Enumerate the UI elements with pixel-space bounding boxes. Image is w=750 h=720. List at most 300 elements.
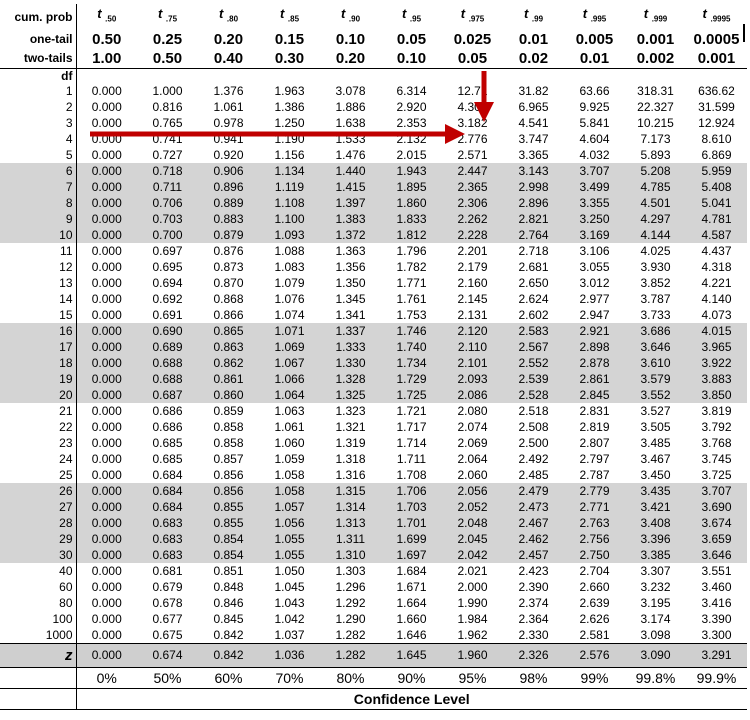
- critical-value-cell: 2.528: [503, 387, 564, 403]
- critical-value-cell: 1.356: [335, 259, 366, 274]
- critical-value-cell: 2.763: [564, 515, 625, 531]
- critical-value-cell: 0.855: [198, 515, 259, 531]
- df-value: 30: [0, 547, 76, 563]
- one-tail-value: 0.10: [335, 30, 366, 48]
- critical-value-cell: 0.000: [91, 307, 122, 322]
- critical-value-cell: 0.883: [198, 211, 259, 227]
- critical-value-cell: 6.314: [396, 83, 427, 98]
- critical-value-cell: 1.711: [396, 451, 427, 466]
- critical-value-cell: 2.920: [396, 99, 427, 114]
- critical-value-cell: 2.797: [579, 451, 610, 466]
- z-value-cell: 0.842: [198, 643, 259, 667]
- critical-value-cell: 0.000: [91, 579, 122, 594]
- critical-value-cell: 1.895: [381, 179, 442, 195]
- table-row: [0, 515, 747, 531]
- critical-value-cell: 3.686: [625, 323, 686, 339]
- critical-value-cell: 1.061: [274, 419, 305, 434]
- critical-value-cell: 0.683: [137, 531, 198, 547]
- critical-value-cell: 0.870: [213, 275, 244, 290]
- critical-value-cell: 0.859: [213, 403, 244, 418]
- critical-value-cell: 3.552: [625, 387, 686, 403]
- critical-value-cell: 3.690: [686, 499, 747, 515]
- critical-value-cell: 1.684: [396, 563, 427, 578]
- critical-value-cell: 1.812: [381, 227, 442, 243]
- t-symbol: t: [643, 6, 649, 21]
- critical-value-cell: 0.741: [152, 131, 183, 146]
- critical-value-cell: 1.646: [396, 627, 427, 642]
- critical-value-cell: 0.678: [152, 595, 183, 610]
- t-symbol: t: [702, 6, 707, 21]
- critical-value-cell: 0.868: [213, 291, 244, 306]
- t-subscript: .80: [226, 14, 239, 24]
- z-value-cell: 1.036: [259, 643, 320, 667]
- critical-value-cell: 0.765: [152, 115, 183, 130]
- df-value: 3: [0, 115, 76, 131]
- critical-value-cell: 1.066: [259, 371, 320, 387]
- critical-value-cell: 1.119: [259, 179, 320, 195]
- critical-value-cell: 2.626: [579, 611, 610, 626]
- critical-value-cell: 6.869: [701, 147, 732, 162]
- table-row: [0, 259, 747, 275]
- critical-value-cell: 5.959: [686, 163, 747, 179]
- t-subscript: .75: [165, 14, 178, 24]
- critical-value-cell: 0.718: [137, 163, 198, 179]
- critical-value-cell: 3.106: [579, 243, 610, 258]
- critical-value-cell: 0.711: [137, 179, 198, 195]
- critical-value-cell: 0.000: [91, 275, 122, 290]
- critical-value-cell: 5.408: [686, 179, 747, 195]
- critical-value-cell: 4.032: [579, 147, 610, 162]
- df-value: 21: [0, 403, 76, 419]
- critical-value-cell: 0.683: [137, 547, 198, 563]
- critical-value-cell: 4.144: [625, 227, 686, 243]
- critical-value-cell: 1.963: [274, 83, 305, 98]
- z-value-cell: 2.576: [564, 643, 625, 667]
- critical-value-cell: 1.156: [274, 147, 305, 162]
- critical-value-cell: 1.533: [335, 131, 366, 146]
- critical-value-cell: 1.337: [320, 323, 381, 339]
- critical-value-cell: 1.714: [396, 435, 427, 450]
- confidence-level-value: 95%: [442, 667, 503, 688]
- critical-value-cell: 0.000: [91, 419, 122, 434]
- two-tails-value: 0.01: [564, 49, 625, 69]
- critical-value-cell: 1.319: [335, 435, 366, 450]
- df-value: 1000: [0, 627, 76, 644]
- critical-value-cell: 0.686: [152, 419, 183, 434]
- critical-value-cell: 0.000: [91, 563, 122, 578]
- critical-value-cell: 2.977: [579, 291, 610, 306]
- critical-value-cell: 3.450: [640, 467, 671, 482]
- column-header-t: [137, 4, 198, 30]
- critical-value-cell: 2.262: [442, 211, 503, 227]
- critical-value-cell: 3.421: [625, 499, 686, 515]
- critical-value-cell: 1.771: [396, 275, 427, 290]
- critical-value-cell: 1.310: [320, 547, 381, 563]
- df-value: 60: [0, 579, 76, 595]
- table-row: [0, 99, 747, 115]
- critical-value-cell: 0.906: [198, 163, 259, 179]
- critical-value-cell: 1.325: [320, 387, 381, 403]
- critical-value-cell: 3.733: [640, 307, 671, 322]
- table-row: [0, 483, 747, 499]
- t-symbol: t: [97, 6, 102, 21]
- critical-value-cell: 1.057: [259, 499, 320, 515]
- critical-value-cell: 0.000: [91, 595, 122, 610]
- critical-value-cell: 1.318: [335, 451, 366, 466]
- critical-value-cell: 0.700: [137, 227, 198, 243]
- critical-value-cell: 2.462: [503, 531, 564, 547]
- critical-value-cell: 3.055: [579, 259, 610, 274]
- critical-value-cell: 0.675: [152, 627, 183, 642]
- column-header-t: [259, 4, 320, 30]
- confidence-title-row: [0, 688, 747, 709]
- critical-value-cell: 0.000: [91, 611, 122, 626]
- critical-value-cell: 2.539: [503, 371, 564, 387]
- critical-value-cell: 12.71: [457, 83, 488, 98]
- table-row: [0, 275, 747, 291]
- critical-value-cell: 3.300: [701, 627, 732, 642]
- critical-value-cell: 0.842: [213, 627, 244, 642]
- critical-value-cell: 3.232: [640, 579, 671, 594]
- two-tails-value: 0.10: [381, 49, 442, 69]
- critical-value-cell: 1.093: [259, 227, 320, 243]
- df-value: 24: [0, 451, 76, 467]
- critical-value-cell: 1.108: [259, 195, 320, 211]
- t-symbol: t: [460, 6, 466, 21]
- critical-value-cell: 0.000: [76, 211, 137, 227]
- two-tails-value: 0.05: [442, 49, 503, 69]
- column-header-t: [503, 4, 564, 30]
- critical-value-cell: 2.602: [518, 307, 549, 322]
- table-row: [0, 371, 747, 387]
- critical-value-cell: 1.055: [259, 547, 320, 563]
- table-row: [0, 579, 747, 595]
- critical-value-cell: 4.303: [457, 99, 488, 114]
- critical-value-cell: 0.000: [76, 499, 137, 515]
- critical-value-cell: 8.610: [701, 131, 732, 146]
- critical-value-cell: 2.624: [518, 291, 549, 306]
- two-tails-value: 1.00: [76, 49, 137, 69]
- table-row: [0, 147, 747, 163]
- critical-value-cell: 4.025: [640, 243, 671, 258]
- critical-value-cell: 1.782: [396, 259, 427, 274]
- critical-value-cell: 2.518: [518, 403, 549, 418]
- df-label: df: [0, 68, 76, 83]
- critical-value-cell: 9.925: [579, 99, 610, 114]
- critical-value-cell: 2.228: [442, 227, 503, 243]
- critical-value-cell: 3.646: [686, 547, 747, 563]
- critical-value-cell: 0.854: [198, 547, 259, 563]
- critical-value-cell: 4.297: [625, 211, 686, 227]
- critical-value-cell: 1.296: [335, 579, 366, 594]
- critical-value-cell: 2.131: [457, 307, 488, 322]
- critical-value-cell: 0.727: [152, 147, 183, 162]
- critical-value-cell: 2.660: [579, 579, 610, 594]
- df-value: 40: [0, 563, 76, 579]
- z-value-cell: 0.000: [76, 643, 137, 667]
- confidence-level-value: 80%: [320, 667, 381, 688]
- critical-value-cell: 2.845: [564, 387, 625, 403]
- critical-value-cell: 12.924: [698, 115, 735, 130]
- critical-value-cell: 1.323: [335, 403, 366, 418]
- critical-value-cell: 2.467: [503, 515, 564, 531]
- critical-value-cell: 1.725: [381, 387, 442, 403]
- critical-value-cell: 0.706: [137, 195, 198, 211]
- two-tails-row: [0, 49, 747, 69]
- critical-value-cell: 2.179: [457, 259, 488, 274]
- table-row: [0, 131, 747, 147]
- confidence-level-value: 50%: [137, 667, 198, 688]
- two-tails-value: 0.02: [503, 49, 564, 69]
- critical-value-cell: 0.695: [152, 259, 183, 274]
- table-row: [0, 195, 747, 211]
- critical-value-cell: 1.328: [320, 371, 381, 387]
- table-row: [0, 595, 747, 611]
- critical-value-cell: 2.898: [564, 339, 625, 355]
- critical-value-cell: 3.250: [564, 211, 625, 227]
- critical-value-cell: 2.567: [503, 339, 564, 355]
- critical-value-cell: 2.704: [579, 563, 610, 578]
- critical-value-cell: 2.093: [442, 371, 503, 387]
- critical-value-cell: 3.143: [503, 163, 564, 179]
- df-value: 23: [0, 435, 76, 451]
- critical-value-cell: 2.583: [503, 323, 564, 339]
- critical-value-cell: 0.681: [152, 563, 183, 578]
- critical-value-cell: 2.110: [442, 339, 503, 355]
- critical-value-cell: 318.31: [637, 83, 674, 98]
- critical-value-cell: 0.687: [137, 387, 198, 403]
- critical-value-cell: 3.819: [701, 403, 732, 418]
- critical-value-cell: 2.861: [564, 371, 625, 387]
- one-tail-value: 0.025: [453, 30, 492, 48]
- critical-value-cell: 0.941: [213, 131, 244, 146]
- critical-value-cell: 4.501: [625, 195, 686, 211]
- critical-value-cell: 2.048: [442, 515, 503, 531]
- critical-value-cell: 0.863: [198, 339, 259, 355]
- critical-value-cell: 1.042: [274, 611, 305, 626]
- critical-value-cell: 1.063: [274, 403, 305, 418]
- critical-value-cell: 2.896: [503, 195, 564, 211]
- table-row: [0, 83, 747, 99]
- cum-prob-row: [0, 4, 747, 30]
- critical-value-cell: 0.703: [137, 211, 198, 227]
- critical-value-cell: 2.145: [457, 291, 488, 306]
- critical-value-cell: 2.000: [457, 579, 488, 594]
- critical-value-cell: 0.860: [198, 387, 259, 403]
- z-value-cell: 1.282: [320, 643, 381, 667]
- one-tail-value: 0.50: [92, 30, 122, 48]
- df-value: 28: [0, 515, 76, 531]
- table-row: [0, 115, 747, 131]
- df-value: 11: [0, 243, 76, 259]
- critical-value-cell: 0.858: [213, 435, 244, 450]
- critical-value-cell: 1.037: [274, 627, 305, 642]
- critical-value-cell: 1.386: [274, 99, 305, 114]
- critical-value-cell: 0.000: [76, 227, 137, 243]
- table-row: [0, 227, 747, 243]
- critical-value-cell: 3.078: [335, 83, 366, 98]
- critical-value-cell: 3.195: [640, 595, 671, 610]
- critical-value-cell: 1.706: [381, 483, 442, 499]
- critical-value-cell: 2.552: [503, 355, 564, 371]
- critical-value-cell: 2.500: [518, 435, 549, 450]
- critical-value-cell: 2.457: [503, 547, 564, 563]
- critical-value-cell: 2.052: [442, 499, 503, 515]
- critical-value-cell: 0.865: [198, 323, 259, 339]
- critical-value-cell: 2.492: [518, 451, 549, 466]
- critical-value-cell: 2.831: [579, 403, 610, 418]
- confidence-level-value: 70%: [259, 667, 320, 688]
- df-value: 16: [0, 323, 76, 339]
- critical-value-cell: 3.408: [625, 515, 686, 531]
- t-subscript: .99: [531, 14, 544, 24]
- critical-value-cell: 1.100: [259, 211, 320, 227]
- critical-value-cell: 5.893: [640, 147, 671, 162]
- critical-value-cell: 3.169: [564, 227, 625, 243]
- critical-value-cell: 1.330: [320, 355, 381, 371]
- critical-value-cell: 0.862: [198, 355, 259, 371]
- critical-value-cell: 1.069: [259, 339, 320, 355]
- critical-value-cell: 3.505: [640, 419, 671, 434]
- critical-value-cell: 0.000: [91, 467, 122, 482]
- df-value: 5: [0, 147, 76, 163]
- critical-value-cell: 3.460: [701, 579, 732, 594]
- critical-value-cell: 4.781: [686, 211, 747, 227]
- df-value: 100: [0, 611, 76, 627]
- one-tail-value: 0.0005: [693, 30, 740, 48]
- critical-value-cell: 1.074: [274, 307, 305, 322]
- df-value: 1: [0, 83, 76, 99]
- critical-value-cell: 0.856: [198, 483, 259, 499]
- critical-value-cell: 2.120: [442, 323, 503, 339]
- critical-value-cell: 2.374: [518, 595, 549, 610]
- t-subscript: .975: [468, 14, 485, 24]
- critical-value-cell: 2.479: [503, 483, 564, 499]
- critical-value-cell: 2.201: [457, 243, 488, 258]
- critical-value-cell: 0.692: [152, 291, 183, 306]
- critical-value-cell: 3.182: [457, 115, 488, 130]
- critical-value-cell: 4.587: [686, 227, 747, 243]
- one-tail-value: 0.25: [152, 30, 183, 48]
- df-value: 12: [0, 259, 76, 275]
- critical-value-cell: 636.62: [698, 83, 735, 98]
- critical-value-cell: 3.792: [701, 419, 732, 434]
- critical-value-cell: 1.000: [152, 83, 183, 98]
- critical-value-cell: 1.060: [274, 435, 305, 450]
- df-value: 14: [0, 291, 76, 307]
- critical-value-cell: 0.855: [198, 499, 259, 515]
- critical-value-cell: 3.098: [640, 627, 671, 642]
- critical-value-cell: 2.776: [457, 131, 488, 146]
- critical-value-cell: 0.000: [91, 83, 122, 98]
- t-symbol: t: [340, 6, 346, 21]
- critical-value-cell: 0.858: [213, 419, 244, 434]
- table-row: [0, 451, 747, 467]
- critical-value-cell: 4.437: [701, 243, 732, 258]
- critical-value-cell: 3.852: [640, 275, 671, 290]
- confidence-level-value: 60%: [198, 667, 259, 688]
- critical-value-cell: 1.061: [213, 99, 244, 114]
- critical-value-cell: 0.683: [137, 515, 198, 531]
- critical-value-cell: 1.316: [335, 467, 366, 482]
- critical-value-cell: 2.306: [442, 195, 503, 211]
- two-tails-value: 0.40: [198, 49, 259, 69]
- critical-value-cell: 3.768: [701, 435, 732, 450]
- df-value: 15: [0, 307, 76, 323]
- critical-value-cell: 5.041: [686, 195, 747, 211]
- critical-value-cell: 1.190: [274, 131, 305, 146]
- table-row: [0, 307, 747, 323]
- critical-value-cell: 2.756: [564, 531, 625, 547]
- critical-value-cell: 0.846: [213, 595, 244, 610]
- confidence-level-value: 99%: [564, 667, 625, 688]
- critical-value-cell: 0.000: [91, 435, 122, 450]
- critical-value-cell: 0.685: [152, 435, 183, 450]
- t-subscript: .9995: [710, 14, 731, 24]
- critical-value-cell: 1.333: [320, 339, 381, 355]
- critical-value-cell: 0.000: [91, 451, 122, 466]
- critical-value-cell: 2.998: [503, 179, 564, 195]
- critical-value-cell: 0.866: [213, 307, 244, 322]
- critical-value-cell: 4.140: [701, 291, 732, 306]
- critical-value-cell: 1.067: [259, 355, 320, 371]
- df-value: 18: [0, 355, 76, 371]
- critical-value-cell: 2.042: [442, 547, 503, 563]
- df-value: 25: [0, 467, 76, 483]
- df-header-row: [0, 68, 747, 83]
- critical-value-cell: 1.664: [396, 595, 427, 610]
- critical-value-cell: 2.060: [457, 467, 488, 482]
- critical-value-cell: 2.650: [518, 275, 549, 290]
- critical-value-cell: 7.173: [640, 131, 671, 146]
- critical-value-cell: 1.134: [259, 163, 320, 179]
- critical-value-cell: 3.745: [701, 451, 732, 466]
- critical-value-cell: 2.056: [442, 483, 503, 499]
- critical-value-cell: 3.610: [625, 355, 686, 371]
- critical-value-cell: 0.000: [76, 323, 137, 339]
- critical-value-cell: 0.689: [137, 339, 198, 355]
- table-row: [0, 339, 747, 355]
- critical-value-cell: 1.350: [335, 275, 366, 290]
- critical-value-cell: 2.807: [579, 435, 610, 450]
- critical-value-cell: 2.074: [457, 419, 488, 434]
- critical-value-cell: 1.796: [396, 243, 427, 258]
- critical-value-cell: 1.043: [274, 595, 305, 610]
- critical-value-cell: 0.677: [152, 611, 183, 626]
- critical-value-cell: 1.056: [259, 515, 320, 531]
- critical-value-cell: 6.965: [518, 99, 549, 114]
- confidence-level-value: 99.8%: [625, 667, 686, 688]
- z-value-cell: 2.326: [503, 643, 564, 667]
- critical-value-cell: 0.857: [213, 451, 244, 466]
- critical-value-cell: 1.363: [335, 243, 366, 258]
- confidence-level-title: Confidence Level: [76, 688, 747, 709]
- column-header-t: [625, 4, 686, 30]
- critical-value-cell: 3.787: [640, 291, 671, 306]
- critical-value-cell: 2.718: [518, 243, 549, 258]
- df-value: 8: [0, 195, 76, 211]
- critical-value-cell: 3.674: [686, 515, 747, 531]
- critical-value-cell: 3.930: [640, 259, 671, 274]
- t-symbol: t: [157, 6, 163, 21]
- table-row: [0, 627, 747, 644]
- critical-value-cell: 1.059: [274, 451, 305, 466]
- critical-value-cell: 3.527: [640, 403, 671, 418]
- two-tails-value: 0.30: [259, 49, 320, 69]
- z-label: z: [0, 643, 76, 667]
- critical-value-cell: 2.086: [442, 387, 503, 403]
- critical-value-cell: 3.390: [701, 611, 732, 626]
